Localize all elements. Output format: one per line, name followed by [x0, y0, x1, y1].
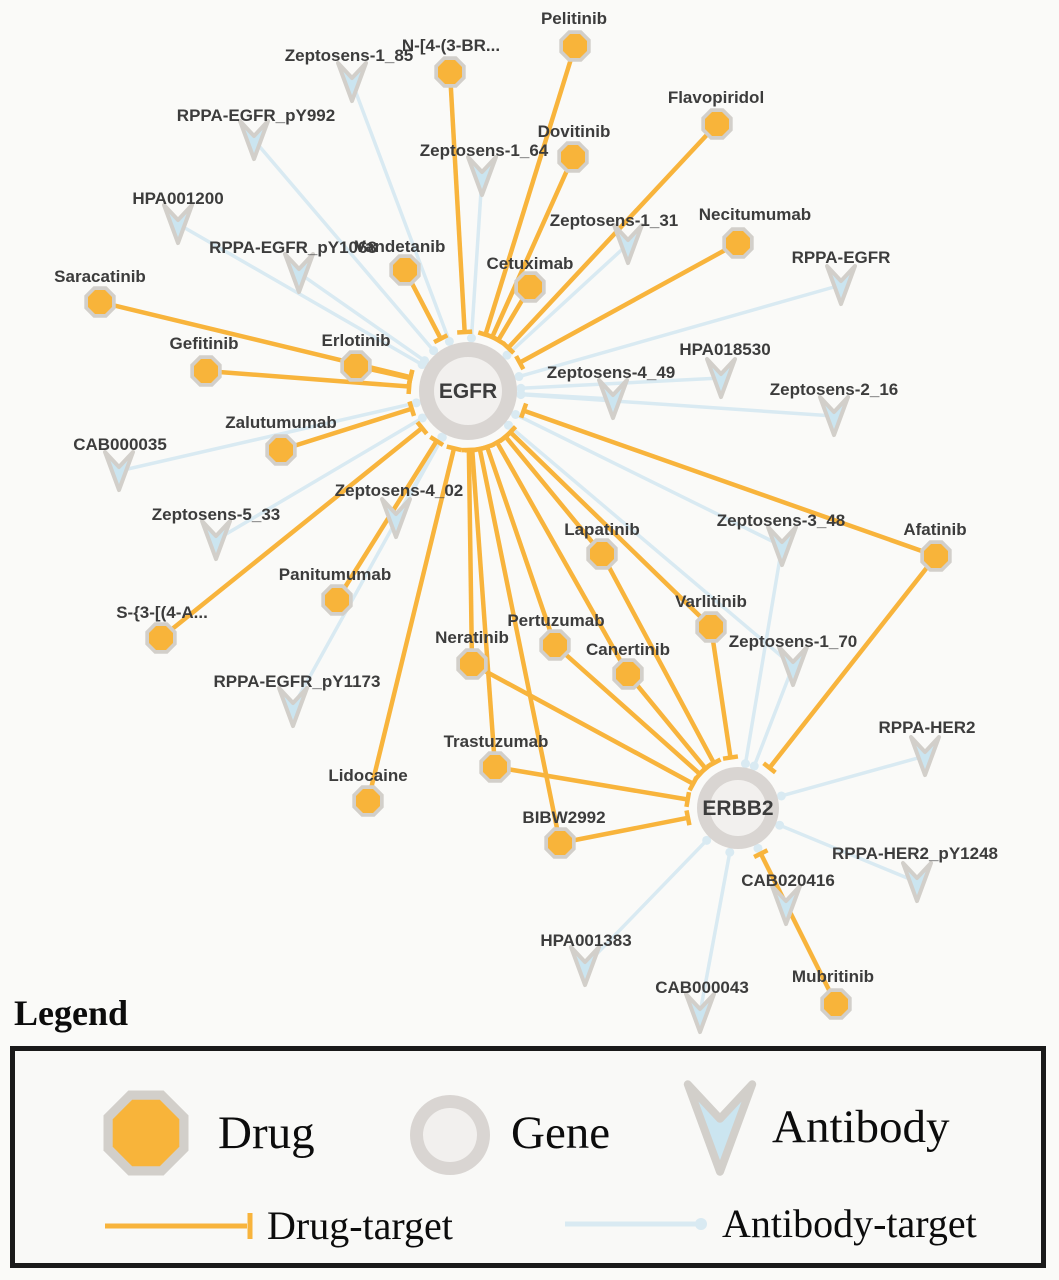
node-label-pelitinib: Pelitinib: [540, 9, 608, 28]
edge-endcap-tbar: [457, 332, 472, 333]
node-label-rppa-egfr-py1173: RPPA-EGFR_pY1173: [213, 672, 381, 691]
drug-node-lidocaine[interactable]: [352, 785, 383, 816]
edge-trastuzumab-erbb2: [495, 767, 688, 800]
node-label-hpa018530: HPA018530: [679, 340, 771, 359]
drug-node-varlitinib[interactable]: [695, 611, 726, 642]
node-label-canertinib: Canertinib: [585, 640, 671, 659]
edge-endcap-tbar: [686, 792, 688, 807]
edge-endcap-dot: [725, 848, 734, 857]
antibody-node-cab020416[interactable]: [772, 886, 800, 924]
drug-node-trastuzumab[interactable]: [479, 751, 510, 782]
edge-endcap-tbar: [465, 449, 480, 450]
node-label-rppa-her2: RPPA-HER2: [878, 718, 976, 737]
node-label-vandetanib: Vandetanib: [354, 237, 446, 256]
edge-endcap-tbar: [409, 371, 412, 386]
node-label-zeptosens-1-64: Zeptosens-1_64: [419, 141, 549, 160]
node-label-zeptosens-4-49: Zeptosens-4_49: [546, 363, 676, 382]
node-label-erlotinib: Erlotinib: [321, 331, 391, 350]
edge-endcap-dot: [777, 791, 786, 800]
node-label-n-4-3-br: N-[4-(3-BR...: [401, 36, 501, 55]
node-label-panitumumab: Panitumumab: [278, 565, 392, 584]
node-label-zeptosens-1-85: Zeptosens-1_85: [284, 46, 414, 65]
node-label-lapatinib: Lapatinib: [564, 520, 640, 539]
legend-glyphs: [104, 1084, 753, 1239]
node-label-bibw2992: BIBW2992: [522, 808, 606, 827]
antibody-node-zeptosens-5-33[interactable]: [202, 521, 230, 559]
drug-node-canertinib[interactable]: [612, 658, 643, 689]
node-label-trastuzumab: Trastuzumab: [443, 732, 549, 751]
drug-node-erlotinib[interactable]: [340, 350, 371, 381]
drug-node-mubritinib[interactable]: [820, 988, 851, 1019]
edge-zeptosens-3-48-erbb2: [745, 546, 782, 764]
node-label-erbb2: ERBB2: [702, 797, 774, 820]
node-label-dovitinib: Dovitinib: [537, 122, 611, 141]
node-label-zeptosens-1-31: Zeptosens-1_31: [549, 211, 679, 230]
drug-node-zalutumumab[interactable]: [265, 434, 296, 465]
node-label-rppa-her2-py1248: RPPA-HER2_pY1248: [832, 844, 998, 863]
drug-node-gefitinib[interactable]: [190, 355, 221, 386]
node-label-pertuzumab: Pertuzumab: [507, 611, 605, 630]
antibody-node-hpa001200[interactable]: [164, 205, 192, 243]
node-label-s-3-4-a: S-{3-[(4-A...: [116, 603, 208, 622]
edge-endcap-tbar: [521, 404, 526, 418]
node-label-gefitinib: Gefitinib: [169, 334, 239, 353]
drug-node-neratinib[interactable]: [456, 648, 487, 679]
legend-title: Legend: [14, 993, 129, 1033]
node-label-zeptosens-1-70: Zeptosens-1_70: [728, 632, 858, 651]
edge-n-4-3-br-egfr: [450, 72, 465, 332]
drug-node-flavopiridol[interactable]: [701, 108, 732, 139]
node-label-lidocaine: Lidocaine: [328, 766, 408, 785]
node-label-hpa001200: HPA001200: [132, 189, 224, 208]
drug-node-necitumumab[interactable]: [722, 227, 753, 258]
drug-node-n-4-3-br[interactable]: [434, 56, 465, 87]
drug-node-bibw2992[interactable]: [544, 827, 575, 858]
node-label-zeptosens-2-16: Zeptosens-2_16: [769, 380, 899, 399]
edge-zeptosens-1-85-egfr: [352, 82, 449, 341]
node-label-cetuximab: Cetuximab: [486, 254, 574, 273]
antibody-node-zeptosens-1-70[interactable]: [779, 647, 807, 685]
drug-node-panitumumab[interactable]: [321, 584, 352, 615]
legend-drug-label: Drug: [218, 1107, 315, 1159]
drug-node-lapatinib[interactable]: [586, 538, 617, 569]
edge-endcap-tbar: [723, 756, 738, 758]
antibody-node-zeptosens-1-31[interactable]: [614, 225, 642, 263]
node-label-hpa001383: HPA001383: [540, 931, 632, 950]
drug-node-cetuximab[interactable]: [514, 271, 545, 302]
legend-drug-icon-fill: [113, 1100, 180, 1167]
node-label-rppa-egfr-py1068: RPPA-EGFR_pY1068: [209, 238, 377, 257]
edge-endcap-tbar: [516, 356, 523, 369]
node-label-neratinib: Neratinib: [435, 628, 509, 647]
antibody-node-cab000043[interactable]: [686, 994, 714, 1032]
edge-rppa-her2-erbb2: [781, 756, 925, 796]
antibody-node-zeptosens-1-85[interactable]: [338, 63, 366, 101]
legend-gene-icon-inner: [423, 1108, 477, 1162]
antibody-node-rppa-her2-py1248[interactable]: [903, 863, 931, 901]
drug-node-vandetanib[interactable]: [389, 254, 420, 285]
legend-antibody-icon: [688, 1084, 752, 1171]
antibody-node-hpa001383[interactable]: [571, 947, 599, 985]
edge-endcap-tbar: [687, 810, 690, 825]
drug-node-saracatinib[interactable]: [84, 286, 115, 317]
drug-node-pelitinib[interactable]: [559, 30, 590, 61]
drug-node-dovitinib[interactable]: [557, 141, 588, 172]
edge-endcap-dot: [467, 334, 476, 343]
edge-varlitinib-erbb2: [711, 627, 730, 758]
node-label-cab000043: CAB000043: [655, 978, 749, 997]
node-label-afatinib: Afatinib: [903, 520, 967, 539]
node-label-zeptosens-3-48: Zeptosens-3_48: [716, 511, 846, 530]
legend-antibody-target-label: Antibody-target: [722, 1201, 977, 1246]
edge-endcap-dot: [741, 759, 750, 768]
antibody-node-rppa-egfr-py1173[interactable]: [279, 688, 307, 726]
node-label-varlitinib: Varlitinib: [675, 592, 747, 611]
node-label-cab000035: CAB000035: [73, 435, 167, 454]
drug-node-pertuzumab[interactable]: [539, 629, 570, 660]
node-label-flavopiridol: Flavopiridol: [667, 88, 765, 107]
edge-zeptosens-1-64-egfr: [471, 176, 482, 338]
edge-endcap-tbar: [480, 444, 494, 449]
legend-antibody-label: Antibody: [772, 1101, 950, 1153]
node-label-cab020416: CAB020416: [741, 871, 835, 890]
node-label-saracatinib: Saracatinib: [54, 267, 146, 286]
node-label-zeptosens-4-02: Zeptosens-4_02: [334, 481, 464, 500]
legend-antibody-target-dot: [695, 1218, 707, 1230]
antibody-node-cab000035[interactable]: [105, 452, 133, 490]
node-label-egfr: EGFR: [438, 380, 498, 403]
edge-endcap-tbar: [447, 447, 462, 451]
antibody-node-zeptosens-1-64[interactable]: [468, 157, 496, 195]
antibody-node-zeptosens-3-48[interactable]: [768, 527, 796, 565]
node-label-rppa-egfr: RPPA-EGFR: [791, 248, 891, 267]
edge-endcap-dot: [516, 390, 525, 399]
node-label-zalutumumab: Zalutumumab: [225, 413, 337, 432]
legend-drug-target-label: Drug-target: [267, 1203, 453, 1248]
node-label-mubritinib: Mubritinib: [791, 967, 875, 986]
node-label-zeptosens-5-33: Zeptosens-5_33: [151, 505, 281, 524]
node-label-rppa-egfr-py992: RPPA-EGFR_pY992: [176, 106, 336, 125]
antibody-node-rppa-her2[interactable]: [911, 737, 939, 775]
drug-node-s-3-4-a[interactable]: [145, 622, 176, 653]
legend-gene-label: Gene: [511, 1107, 611, 1159]
drug-node-afatinib[interactable]: [920, 540, 951, 571]
antibody-node-rppa-egfr[interactable]: [827, 266, 855, 304]
node-label-necitumumab: Necitumumab: [698, 205, 812, 224]
edge-endcap-dot: [514, 372, 523, 381]
